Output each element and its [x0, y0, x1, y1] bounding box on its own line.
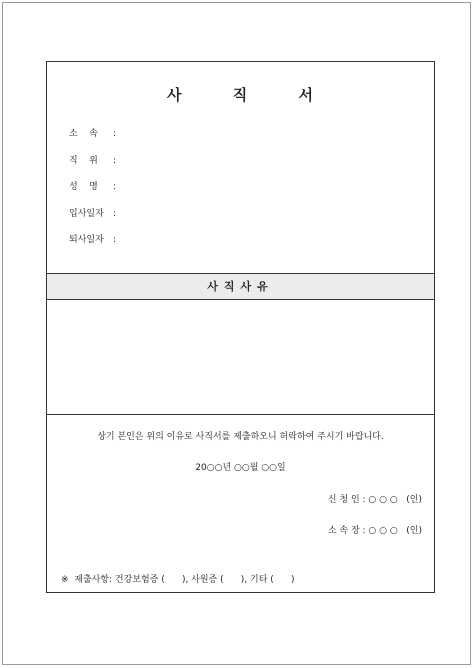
declaration-section: [47, 414, 434, 592]
field-resign-date-label: 퇴사일자: [69, 235, 104, 245]
field-affiliation-colon: :: [113, 129, 117, 139]
submission-note: ※ 제출사항: 건강보험증 ( ), 사원증 ( ), 기타 ( ): [61, 575, 295, 585]
field-resign-date: [69, 232, 116, 245]
field-name: [69, 179, 116, 192]
reason-body: [47, 299, 434, 414]
department-head-signature: 소 속 장 : ○ ○ ○ (인): [327, 526, 422, 536]
field-hire-date: [69, 206, 116, 219]
field-name-colon: :: [113, 182, 117, 192]
title-char: 직: [232, 86, 249, 104]
applicant-signature: 신 청 인 : ○ ○ ○ (인): [327, 495, 422, 505]
title-char: 사: [167, 86, 183, 104]
declaration-statement: 상기 본인은 위의 이유로 사직서를 제출하오니 허락하여 주시기 바랍니다.: [97, 432, 384, 442]
field-position-label: 직 위: [69, 156, 98, 166]
field-resign-date-colon: :: [113, 235, 117, 245]
field-name-label: 성 명: [69, 182, 98, 192]
reason-header: 사직사유: [47, 273, 434, 300]
title-char: 서: [298, 86, 314, 104]
field-affiliation: [69, 126, 116, 139]
field-position-colon: :: [113, 156, 117, 166]
document-title: [47, 84, 434, 105]
field-position: [69, 153, 116, 166]
field-affiliation-label: 소 속: [69, 129, 98, 139]
field-hire-date-label: 입사일자: [69, 209, 104, 219]
page-frame: [2, 2, 471, 665]
resignation-form: [46, 61, 435, 593]
field-hire-date-colon: :: [113, 209, 117, 219]
submission-date: 20○○년 ○○월 ○○일: [195, 463, 286, 473]
